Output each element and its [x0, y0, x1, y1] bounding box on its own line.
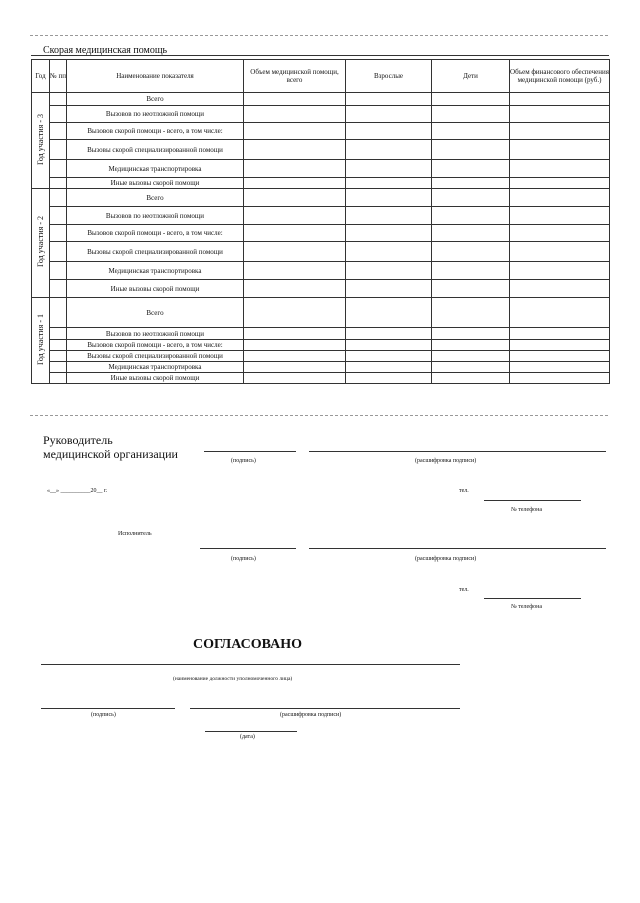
header-year: Год	[32, 60, 50, 93]
num-cell	[50, 298, 67, 328]
volume-cell[interactable]	[244, 140, 346, 160]
volume-cell[interactable]	[244, 280, 346, 298]
approval-date-caption: (дата)	[240, 734, 255, 740]
section-title: Скорая медицинская помощь	[43, 45, 168, 56]
adults-cell[interactable]	[346, 340, 432, 351]
adults-cell[interactable]	[346, 160, 432, 178]
title-underline	[31, 55, 609, 56]
position-line	[41, 664, 460, 665]
num-cell	[50, 140, 67, 160]
volume-cell[interactable]	[244, 242, 346, 262]
table-row	[32, 207, 610, 225]
adults-cell[interactable]	[346, 225, 432, 242]
table-row	[32, 242, 610, 262]
num-cell	[50, 373, 67, 384]
indicator-name-cell: Иные вызовы скорой помощи	[67, 280, 244, 298]
num-cell	[50, 123, 67, 140]
table-row	[32, 178, 610, 189]
num-cell	[50, 106, 67, 123]
children-cell[interactable]	[432, 262, 510, 280]
volume-cell[interactable]	[244, 160, 346, 178]
children-cell[interactable]	[432, 242, 510, 262]
num-cell	[50, 242, 67, 262]
children-cell[interactable]	[432, 373, 510, 384]
table-row	[32, 93, 610, 106]
children-cell[interactable]	[432, 160, 510, 178]
adults-cell[interactable]	[346, 207, 432, 225]
header-finance: Объем финансового обеспечения медицинской помощи (руб.)	[510, 60, 610, 93]
scan-artifact-line	[30, 415, 608, 416]
approval-decoding-line	[190, 708, 460, 709]
approval-signature-line	[41, 708, 175, 709]
adults-cell[interactable]	[346, 93, 432, 106]
finance-cell[interactable]	[510, 340, 610, 351]
adults-cell[interactable]	[346, 280, 432, 298]
year-cell	[32, 189, 50, 298]
finance-cell[interactable]	[510, 178, 610, 189]
table-row	[32, 225, 610, 242]
year-label: Год участия - 2	[36, 216, 45, 268]
volume-cell[interactable]	[244, 178, 346, 189]
header-volume: Объем медицинской помощи, всего	[244, 60, 346, 93]
finance-cell[interactable]	[510, 280, 610, 298]
finance-cell[interactable]	[510, 298, 610, 328]
table-row	[32, 106, 610, 123]
children-cell[interactable]	[432, 106, 510, 123]
decoding-caption: (расшифровка подписи)	[415, 458, 477, 464]
num-cell	[50, 262, 67, 280]
num-cell	[50, 160, 67, 178]
table-row	[32, 140, 610, 160]
table-row	[32, 160, 610, 178]
children-cell[interactable]	[432, 189, 510, 207]
adults-cell[interactable]	[346, 242, 432, 262]
finance-cell[interactable]	[510, 189, 610, 207]
signature-line	[204, 451, 296, 452]
adults-cell[interactable]	[346, 262, 432, 280]
indicator-name-cell: Всего	[67, 93, 244, 106]
scan-artifact-line	[30, 35, 608, 36]
adults-cell[interactable]	[346, 328, 432, 340]
indicator-name-cell: Медицинская транспортировка	[67, 362, 244, 373]
adults-cell[interactable]	[346, 178, 432, 189]
num-cell	[50, 225, 67, 242]
volume-cell[interactable]	[244, 340, 346, 351]
children-cell[interactable]	[432, 362, 510, 373]
num-cell	[50, 351, 67, 362]
header-children: Дети	[432, 60, 510, 93]
volume-cell[interactable]	[244, 351, 346, 362]
header-num: № пп	[50, 60, 67, 93]
indicator-name-cell: Вызовы скорой специализированной помощи	[67, 351, 244, 362]
approval-date-line	[205, 731, 297, 732]
finance-cell[interactable]	[510, 140, 610, 160]
children-cell[interactable]	[432, 93, 510, 106]
num-cell	[50, 280, 67, 298]
finance-cell[interactable]	[510, 362, 610, 373]
year-label: Год участия - 1	[36, 313, 45, 365]
volume-cell[interactable]	[244, 189, 346, 207]
children-cell[interactable]	[432, 140, 510, 160]
adults-cell[interactable]	[346, 373, 432, 384]
finance-cell[interactable]	[510, 93, 610, 106]
head-title-line2: медицинской организации	[43, 447, 178, 461]
table-row	[32, 362, 610, 373]
num-cell	[50, 328, 67, 340]
adults-cell[interactable]	[346, 298, 432, 328]
volume-cell[interactable]	[244, 362, 346, 373]
children-cell[interactable]	[432, 340, 510, 351]
indicator-name-cell: Вызовов по неотложной помощи	[67, 328, 244, 340]
executor-signature-line	[200, 548, 296, 549]
volume-cell[interactable]	[244, 93, 346, 106]
adults-cell[interactable]	[346, 362, 432, 373]
position-caption: (наименование должности уполномоченного лица)	[173, 676, 293, 682]
indicator-name-cell: Вызовов скорой помощи - всего, в том числе:	[67, 225, 244, 242]
volume-cell[interactable]	[244, 328, 346, 340]
executor-phone-line	[484, 598, 581, 599]
decoding-line	[309, 451, 606, 452]
header-adults: Взрослые	[346, 60, 432, 93]
num-cell	[50, 207, 67, 225]
year-label: Год участия - 3	[36, 113, 45, 165]
indicator-name-cell: Иные вызовы скорой помощи	[67, 178, 244, 189]
indicator-name-cell: Всего	[67, 298, 244, 328]
executor-tel-label: тел.	[459, 587, 469, 593]
table-row	[32, 351, 610, 362]
adults-cell[interactable]	[346, 140, 432, 160]
children-cell[interactable]	[432, 123, 510, 140]
table-row	[32, 123, 610, 140]
num-cell	[50, 189, 67, 207]
children-cell[interactable]	[432, 178, 510, 189]
table-row	[32, 328, 610, 340]
approval-decoding-caption: (расшифровка подписи)	[280, 712, 342, 718]
adults-cell[interactable]	[346, 123, 432, 140]
table-row	[32, 262, 610, 280]
num-cell	[50, 362, 67, 373]
ambulance-care-table	[31, 59, 610, 384]
table-header-row	[32, 60, 610, 93]
indicator-name-cell: Всего	[67, 189, 244, 207]
children-cell[interactable]	[432, 207, 510, 225]
finance-cell[interactable]	[510, 373, 610, 384]
year-cell	[32, 93, 50, 189]
num-cell	[50, 340, 67, 351]
volume-cell[interactable]	[244, 207, 346, 225]
volume-cell[interactable]	[244, 373, 346, 384]
indicator-name-cell: Вызовов скорой помощи - всего, в том числе:	[67, 123, 244, 140]
volume-cell[interactable]	[244, 225, 346, 242]
volume-cell[interactable]	[244, 298, 346, 328]
adults-cell[interactable]	[346, 106, 432, 123]
table-row	[32, 280, 610, 298]
indicator-name-cell: Вызовов скорой помощи - всего, в том числе:	[67, 340, 244, 351]
phone-caption: № телефона	[511, 507, 543, 513]
children-cell[interactable]	[432, 280, 510, 298]
volume-cell[interactable]	[244, 106, 346, 123]
num-cell	[50, 93, 67, 106]
table-row	[32, 373, 610, 384]
finance-cell[interactable]	[510, 262, 610, 280]
indicator-name-cell: Вызовы скорой специализированной помощи	[67, 140, 244, 160]
indicator-name-cell: Медицинская транспортировка	[67, 160, 244, 178]
children-cell[interactable]	[432, 351, 510, 362]
finance-cell[interactable]	[510, 351, 610, 362]
approval-title: СОГЛАСОВАНО	[193, 637, 302, 652]
executor-phone-caption: № телефона	[511, 604, 543, 610]
adults-cell[interactable]	[346, 351, 432, 362]
children-cell[interactable]	[432, 298, 510, 328]
phone-line	[484, 500, 581, 501]
signature-caption: (подпись)	[231, 458, 256, 464]
indicator-name-cell: Медицинская транспортировка	[67, 262, 244, 280]
volume-cell[interactable]	[244, 262, 346, 280]
approval-signature-caption: (подпись)	[91, 712, 116, 718]
table-row	[32, 189, 610, 207]
header-name: Наименование показателя	[67, 60, 244, 93]
executor-decoding-caption: (расшифровка подписи)	[415, 556, 477, 562]
finance-cell[interactable]	[510, 242, 610, 262]
indicator-name-cell: Вызовы скорой специализированной помощи	[67, 242, 244, 262]
executor-label: Исполнитель	[118, 531, 152, 537]
indicator-name-cell: Вызовов по неотложной помощи	[67, 106, 244, 123]
tel-label: тел.	[459, 488, 469, 494]
children-cell[interactable]	[432, 225, 510, 242]
indicator-name-cell: Вызовов по неотложной помощи	[67, 207, 244, 225]
finance-cell[interactable]	[510, 207, 610, 225]
finance-cell[interactable]	[510, 160, 610, 178]
executor-decoding-line	[309, 548, 606, 549]
date-line: «__» __________20__ г.	[47, 488, 108, 494]
finance-cell[interactable]	[510, 123, 610, 140]
indicator-name-cell: Иные вызовы скорой помощи	[67, 373, 244, 384]
volume-cell[interactable]	[244, 123, 346, 140]
executor-signature-caption: (подпись)	[231, 556, 256, 562]
table-row	[32, 298, 610, 328]
finance-cell[interactable]	[510, 328, 610, 340]
children-cell[interactable]	[432, 328, 510, 340]
num-cell	[50, 178, 67, 189]
head-title-line1: Руководитель	[43, 433, 113, 447]
table-row	[32, 340, 610, 351]
finance-cell[interactable]	[510, 225, 610, 242]
finance-cell[interactable]	[510, 106, 610, 123]
year-cell	[32, 298, 50, 384]
adults-cell[interactable]	[346, 189, 432, 207]
